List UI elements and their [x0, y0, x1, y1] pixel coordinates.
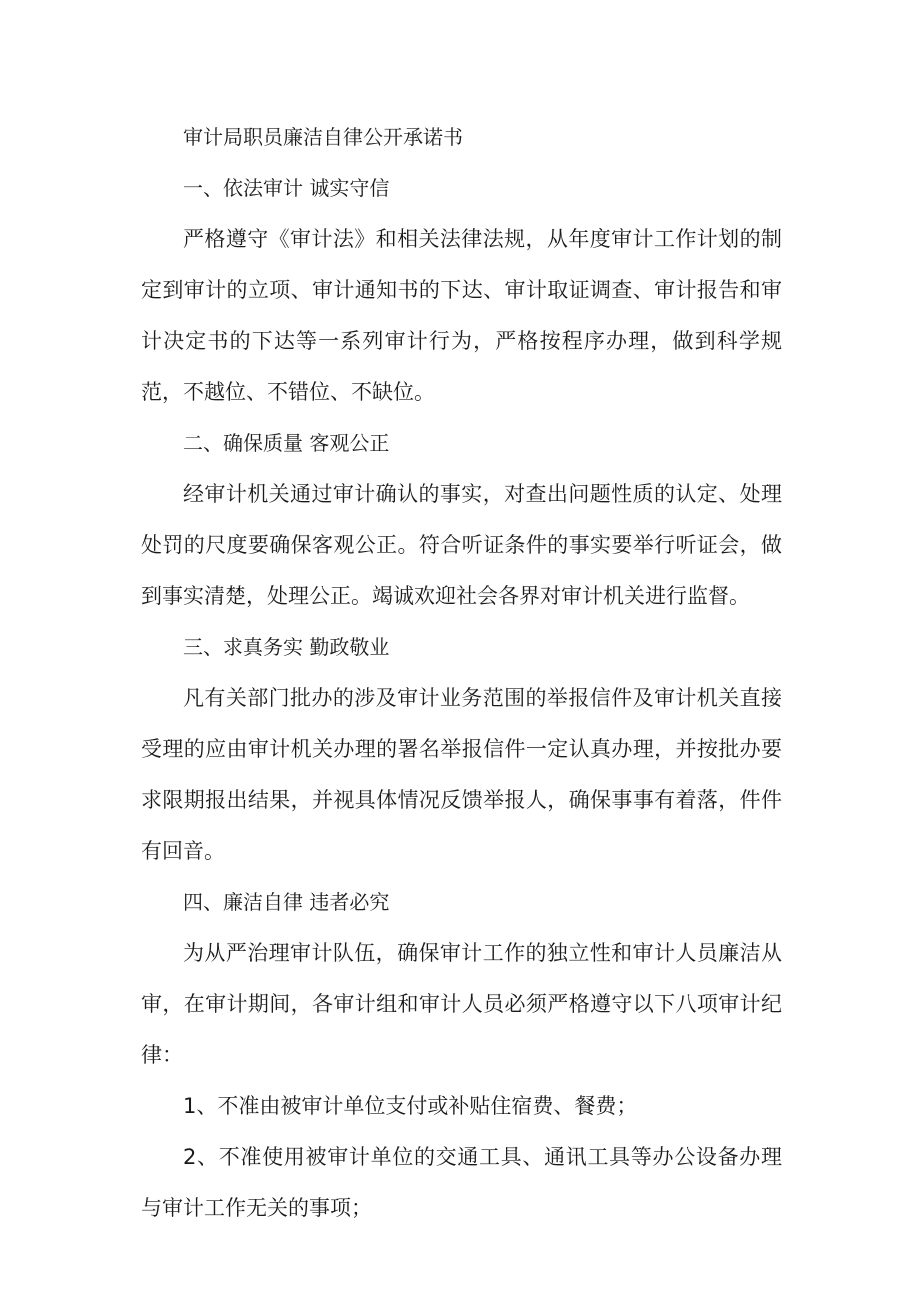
section-heading-2: 二、确保质量 客观公正 [183, 431, 390, 455]
discipline-rule-2: 2、不准使用被审计单位的交通工具、通讯工具等办公设备办理与审计工作无关的事项； [141, 1145, 782, 1220]
section-paragraph-4: 为从严治理审计队伍，确保审计工作的独立性和审计人员廉洁从审，在审计期间，各审计组和审计人员必须严格遵守以下八项审计纪律： [141, 941, 782, 1067]
section-heading-3: 三、求真务实 勤政敬业 [183, 635, 390, 659]
section-paragraph-1: 严格遵守《审计法》和相关法律法规，从年度审计工作计划的制定到审计的立项、审计通知书的下达、审计取证调查、审计报告和审计决定书的下达等一系列审计行为，严格按程序办理，做到科学规范，不越位、不错位、不缺位。 [141, 227, 782, 404]
section-heading-4: 四、廉洁自律 违者必究 [183, 890, 390, 914]
discipline-rule-1: 1、不准由被审计单位支付或补贴住宿费、餐费； [183, 1094, 638, 1118]
section-heading-1: 一、依法审计 诚实守信 [183, 176, 390, 200]
document-body [141, 112, 782, 1234]
section-paragraph-3: 凡有关部门批办的涉及审计业务范围的举报信件及审计机关直接受理的应由审计机关办理的署名举报信件一定认真办理，并按批办要求限期报出结果，并视具体情况反馈举报人，确保事事有着落，件件有回音。 [141, 686, 782, 863]
section-paragraph-2: 经审计机关通过审计确认的事实，对查出问题性质的认定、处理处罚的尺度要确保客观公正。符合听证条件的事实要举行听证会，做到事实清楚，处理公正。竭诚欢迎社会各界对审计机关进行监督。 [141, 482, 782, 608]
document-title: 审计局职员廉洁自律公开承诺书 [183, 125, 463, 149]
